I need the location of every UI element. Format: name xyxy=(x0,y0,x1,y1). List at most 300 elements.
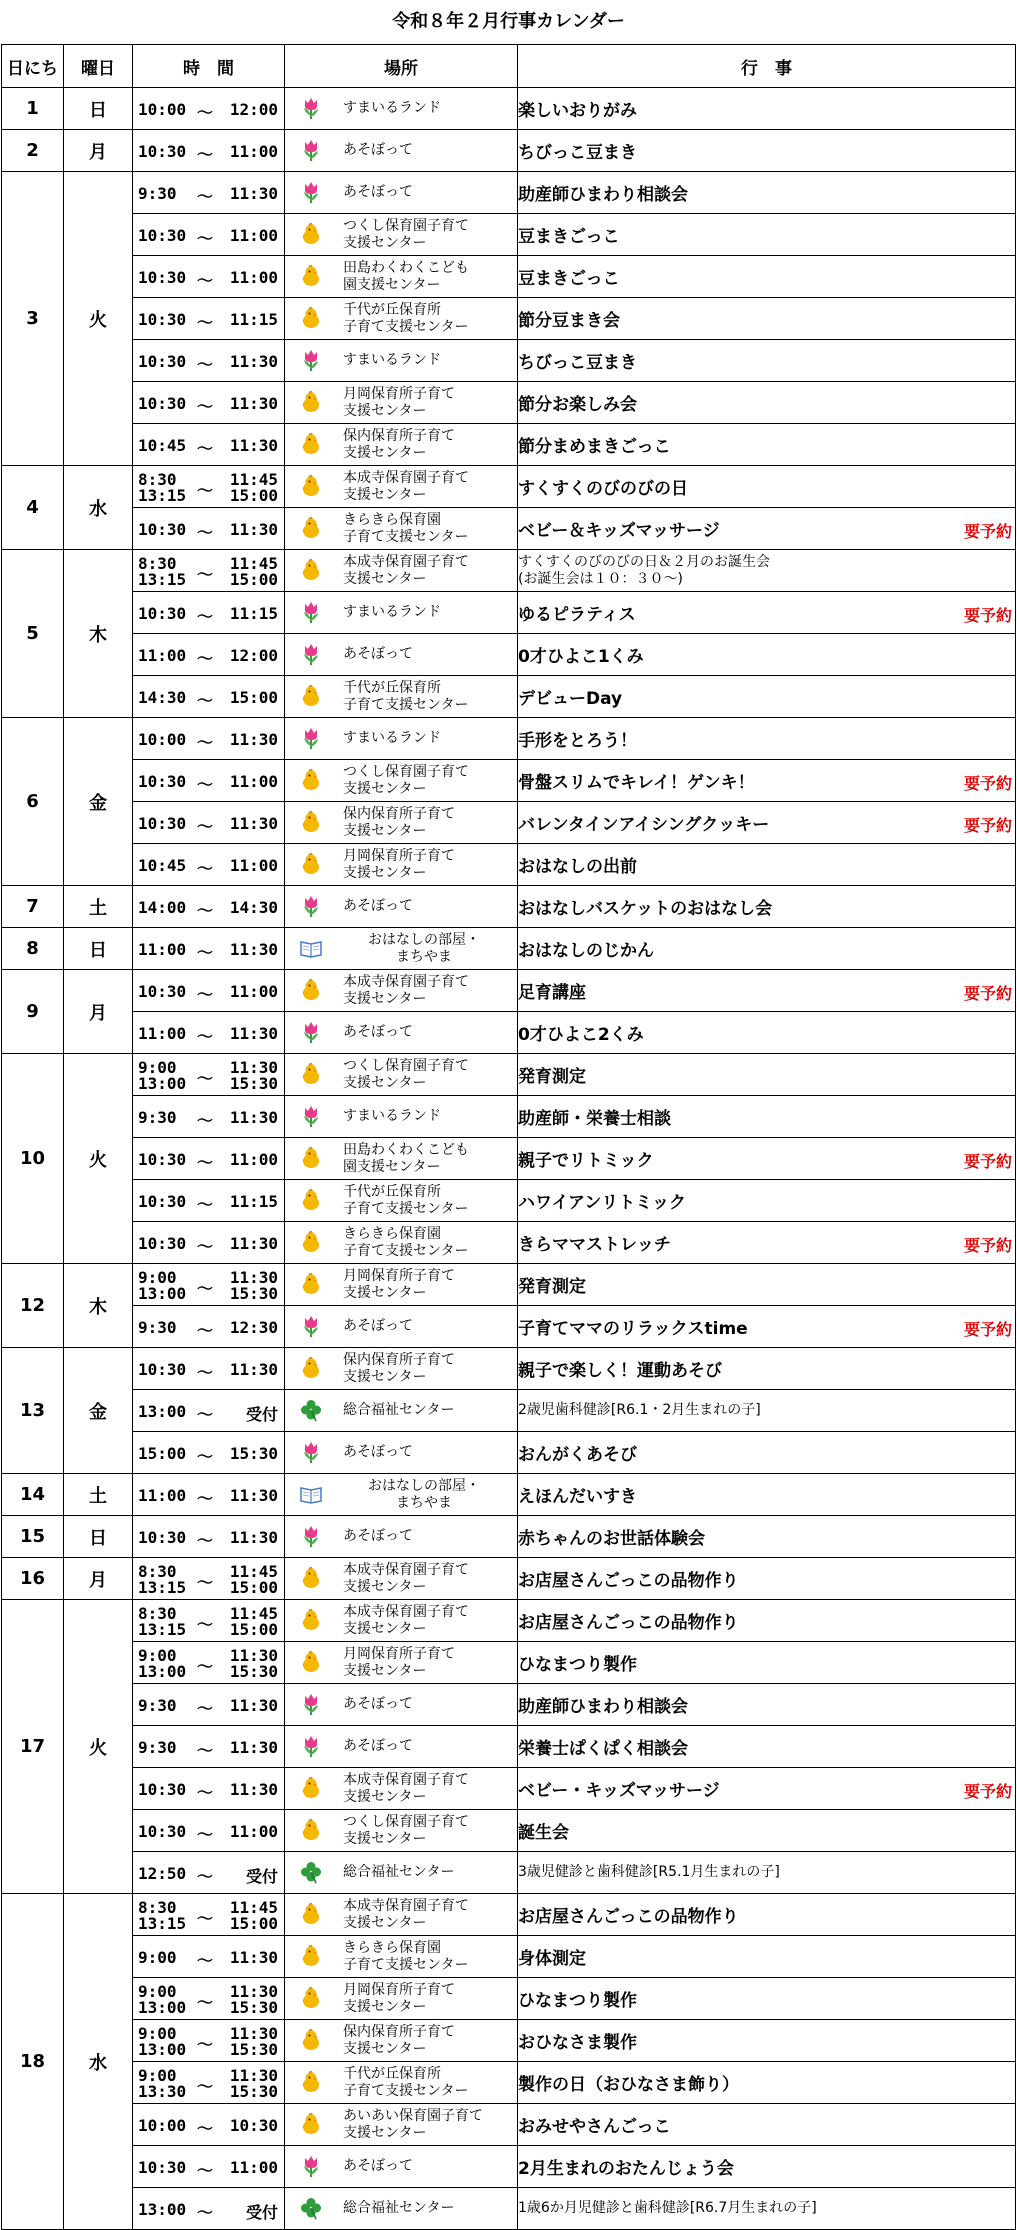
place-cell xyxy=(285,1432,518,1474)
reservation-required-label: 要予約 xyxy=(963,774,1012,793)
chick-icon xyxy=(299,306,323,330)
time-cell xyxy=(133,2104,285,2146)
time-start: 15:00 xyxy=(138,1444,187,1463)
place-name: 保内保育所子育て 支援センター xyxy=(343,805,455,839)
tulip-icon xyxy=(299,1734,323,1758)
time-tilde: ～ xyxy=(197,145,214,164)
weekday-cell: 木 xyxy=(64,550,133,718)
event-cell xyxy=(518,1600,1016,1642)
event-name: ベビー＆キッズマッサージ xyxy=(518,521,720,541)
time-start: 11:00 xyxy=(138,1024,187,1043)
time-end: 10:30 xyxy=(229,2116,278,2135)
time-start: 10:30 xyxy=(138,604,187,623)
event-name: 3歳児健診と歯科健診[R5.1月生まれの子] xyxy=(518,1864,780,1880)
day-cell: 6 xyxy=(2,718,64,886)
time-start: 10:00 xyxy=(138,100,187,119)
time-cell xyxy=(133,1138,285,1180)
time-cell xyxy=(133,802,285,844)
weekday-cell: 日 xyxy=(64,928,133,970)
time-end: 11:30 xyxy=(229,1486,278,1505)
time-start: 14:30 xyxy=(138,688,187,707)
time-tilde: ～ xyxy=(197,1363,214,1382)
place-name: あそぼって xyxy=(343,898,413,914)
tulip-icon xyxy=(299,96,323,120)
time-cell xyxy=(133,1978,285,2020)
time-end: 15:30 xyxy=(229,1444,278,1463)
time-end: 11:45 xyxy=(229,1898,278,1917)
event-name: 誕生会 xyxy=(518,1823,569,1843)
time-tilde: ～ xyxy=(197,565,214,584)
event-row xyxy=(2,1348,1016,1390)
event-row xyxy=(2,886,1016,928)
time-cell xyxy=(133,676,285,718)
event-row xyxy=(2,1684,1016,1726)
event-name: 手形をとろう！ xyxy=(518,731,637,751)
event-name: 赤ちゃんのお世話体験会 xyxy=(518,1529,705,1549)
time-start: 14:00 xyxy=(138,898,187,917)
place-cell xyxy=(285,550,518,592)
place-cell xyxy=(285,172,518,214)
time-tilde: ～ xyxy=(197,1111,214,1130)
weekday-cell: 水 xyxy=(64,1894,133,2230)
tulip-icon xyxy=(299,1020,323,1044)
place-name: すまいるランド xyxy=(343,100,441,116)
tulip-icon xyxy=(299,138,323,162)
weekday-cell: 日 xyxy=(64,88,133,130)
day-cell: 18 xyxy=(2,1894,64,2230)
tulip-icon xyxy=(299,894,323,918)
day-cell: 16 xyxy=(2,1558,64,1600)
time-cell xyxy=(133,1054,285,1096)
time-start: 8:30 xyxy=(138,1562,177,1581)
time-start: 13:00 xyxy=(138,1402,187,1421)
header-place: 場所 xyxy=(285,45,518,88)
place-cell xyxy=(285,1810,518,1852)
time-cell xyxy=(133,1516,285,1558)
time-start-2: 13:00 xyxy=(138,1074,187,1093)
place-name: あそぼって xyxy=(343,646,413,662)
time-end: 12:00 xyxy=(229,646,278,665)
time-tilde: ～ xyxy=(197,943,214,962)
time-tilde: ～ xyxy=(197,1489,214,1508)
event-row xyxy=(2,214,1016,256)
tulip-icon xyxy=(299,1104,323,1128)
time-cell xyxy=(133,1348,285,1390)
day-cell: 3 xyxy=(2,172,64,466)
time-start: 9:00 xyxy=(138,1646,177,1665)
chick-icon xyxy=(299,222,323,246)
time-end-2: 15:30 xyxy=(229,1284,278,1303)
place-name: 月岡保育所子育て 支援センター xyxy=(343,1645,455,1679)
time-tilde: ～ xyxy=(197,1279,214,1298)
time-end: 11:30 xyxy=(229,730,278,749)
time-end: 11:15 xyxy=(229,310,278,329)
tulip-icon xyxy=(299,1524,323,1548)
time-cell xyxy=(133,1390,285,1432)
time-cell xyxy=(133,1852,285,1894)
event-row xyxy=(2,466,1016,508)
time-start-2: 13:15 xyxy=(138,1578,187,1597)
event-name: 1歳6か月児健診と歯科健診[R6.7月生まれの子] xyxy=(518,2200,817,2216)
header-row xyxy=(2,45,1016,88)
place-name: あそぼって xyxy=(343,1024,413,1040)
event-cell xyxy=(518,2104,1016,2146)
event-row xyxy=(2,298,1016,340)
place-cell xyxy=(285,718,518,760)
reservation-required-label: 要予約 xyxy=(963,816,1012,835)
event-cell xyxy=(518,1390,1016,1432)
place-name: あそぼって xyxy=(343,2158,413,2174)
time-tilde: ～ xyxy=(197,229,214,248)
time-start: 9:00 xyxy=(138,1058,177,1077)
chick-icon xyxy=(299,684,323,708)
event-name: 助産師ひまわり相談会 xyxy=(518,1697,688,1717)
day-cell: 5 xyxy=(2,550,64,718)
time-cell xyxy=(133,256,285,298)
place-cell xyxy=(285,508,518,550)
day-cell: 14 xyxy=(2,1474,64,1516)
day-cell: 9 xyxy=(2,970,64,1054)
time-end: 11:00 xyxy=(229,226,278,245)
chick-icon xyxy=(299,768,323,792)
event-name: 助産師ひまわり相談会 xyxy=(518,185,688,205)
event-cell xyxy=(518,676,1016,718)
place-name: すまいるランド xyxy=(343,1108,441,1124)
time-tilde: ～ xyxy=(197,859,214,878)
day-cell: 10 xyxy=(2,1054,64,1264)
time-end: 11:30 xyxy=(229,1360,278,1379)
time-start: 10:30 xyxy=(138,394,187,413)
place-name: 保内保育所子育て 支援センター xyxy=(343,1351,455,1385)
time-end-2: 15:30 xyxy=(229,1998,278,2017)
event-cell xyxy=(518,970,1016,1012)
time-cell xyxy=(133,550,285,592)
place-cell xyxy=(285,1516,518,1558)
chick-icon xyxy=(299,1944,323,1968)
event-row xyxy=(2,1432,1016,1474)
event-name: おみせやさんごっこ xyxy=(518,2117,671,2137)
event-row xyxy=(2,802,1016,844)
event-row xyxy=(2,1978,1016,2020)
time-start-2: 13:15 xyxy=(138,1914,187,1933)
time-tilde: ～ xyxy=(197,1405,214,1424)
time-start: 10:30 xyxy=(138,1192,187,1211)
tulip-icon xyxy=(299,1692,323,1716)
event-name: おはなしバスケットのおはなし会 xyxy=(518,899,773,919)
weekday-cell: 月 xyxy=(64,1558,133,1600)
place-cell xyxy=(285,1306,518,1348)
event-name: 親子でリトミック xyxy=(518,1151,654,1171)
event-cell xyxy=(518,802,1016,844)
time-tilde: ～ xyxy=(197,1951,214,1970)
place-name: 月岡保育所子育て 支援センター xyxy=(343,1267,455,1301)
event-cell xyxy=(518,508,1016,550)
event-row xyxy=(2,1222,1016,1264)
time-end-2: 15:00 xyxy=(229,570,278,589)
event-cell xyxy=(518,382,1016,424)
event-name: デビューDay xyxy=(518,689,623,709)
event-name: バレンタインアイシングクッキー xyxy=(518,815,770,835)
time-end: 11:15 xyxy=(229,1192,278,1211)
weekday-cell: 土 xyxy=(64,886,133,928)
chick-icon xyxy=(299,2070,323,2094)
event-cell xyxy=(518,844,1016,886)
tulip-icon xyxy=(299,642,323,666)
time-start: 10:30 xyxy=(138,310,187,329)
chick-icon xyxy=(299,978,323,1002)
time-cell xyxy=(133,1558,285,1600)
chick-icon xyxy=(299,558,323,582)
place-name: きらきら保育園 子育て支援センター xyxy=(343,1225,469,1259)
time-end: 11:30 xyxy=(229,1696,278,1715)
place-name: すまいるランド xyxy=(343,730,441,746)
time-tilde: ～ xyxy=(197,1699,214,1718)
reservation-required-label: 要予約 xyxy=(963,522,1012,541)
event-row xyxy=(2,760,1016,802)
weekday-cell: 火 xyxy=(64,1054,133,1264)
tulip-icon xyxy=(299,348,323,372)
place-cell xyxy=(285,676,518,718)
chick-icon xyxy=(299,1902,323,1926)
chick-icon xyxy=(299,1146,323,1170)
time-start: 9:00 xyxy=(138,2066,177,2085)
place-cell xyxy=(285,1264,518,1306)
time-end: 11:00 xyxy=(229,982,278,1001)
chick-icon xyxy=(299,264,323,288)
time-start: 8:30 xyxy=(138,1898,177,1917)
event-cell xyxy=(518,1348,1016,1390)
place-cell xyxy=(285,1600,518,1642)
time-start-2: 13:00 xyxy=(138,2040,187,2059)
place-name: 総合福祉センター xyxy=(343,1864,455,1880)
time-end: 12:30 xyxy=(229,1318,278,1337)
event-name: 親子で楽しく！運動あそび xyxy=(518,1361,722,1381)
place-name: つくし保育園子育て 支援センター xyxy=(343,217,469,251)
event-row xyxy=(2,1138,1016,1180)
chick-icon xyxy=(299,1356,323,1380)
time-start: 8:30 xyxy=(138,554,177,573)
clover-icon xyxy=(299,2196,323,2220)
time-end: 12:00 xyxy=(229,100,278,119)
time-cell xyxy=(133,2146,285,2188)
event-name: ちびっこ豆まき xyxy=(518,143,637,163)
weekday-cell: 金 xyxy=(64,1348,133,1474)
event-cell xyxy=(518,634,1016,676)
time-cell xyxy=(133,1306,285,1348)
tulip-icon xyxy=(299,726,323,750)
weekday-cell: 火 xyxy=(64,1600,133,1894)
time-start-2: 13:15 xyxy=(138,486,187,505)
event-cell xyxy=(518,2146,1016,2188)
place-cell xyxy=(285,1180,518,1222)
event-row xyxy=(2,1054,1016,1096)
event-row xyxy=(2,2104,1016,2146)
time-cell xyxy=(133,1012,285,1054)
tulip-icon xyxy=(299,1314,323,1338)
reservation-required-label: 要予約 xyxy=(963,1152,1012,1171)
place-cell xyxy=(285,1852,518,1894)
day-cell: 4 xyxy=(2,466,64,550)
time-cell xyxy=(133,1642,285,1684)
place-cell xyxy=(285,424,518,466)
time-start: 10:30 xyxy=(138,982,187,1001)
time-cell xyxy=(133,298,285,340)
time-end: 11:30 xyxy=(229,940,278,959)
place-name: 千代が丘保育所 子育て支援センター xyxy=(343,1183,469,1217)
time-end: 11:30 xyxy=(229,1646,278,1665)
place-cell xyxy=(285,1348,518,1390)
time-start: 11:00 xyxy=(138,1486,187,1505)
time-start: 10:30 xyxy=(138,1150,187,1169)
event-cell xyxy=(518,592,1016,634)
time-tilde: ～ xyxy=(197,733,214,752)
event-cell xyxy=(518,1138,1016,1180)
event-cell xyxy=(518,214,1016,256)
time-cell xyxy=(133,340,285,382)
time-start: 10:30 xyxy=(138,772,187,791)
event-name: えほんだいすき xyxy=(518,1487,637,1507)
chick-icon xyxy=(299,474,323,498)
time-start: 10:30 xyxy=(138,814,187,833)
event-row xyxy=(2,1096,1016,1138)
event-cell xyxy=(518,718,1016,760)
header-time: 時 間 xyxy=(133,45,285,88)
place-name: すまいるランド xyxy=(343,352,441,368)
time-cell xyxy=(133,634,285,676)
time-tilde: ～ xyxy=(197,103,214,122)
time-tilde: ～ xyxy=(197,1993,214,2012)
time-start-2: 13:30 xyxy=(138,2082,187,2101)
time-cell xyxy=(133,886,285,928)
book-icon xyxy=(299,936,323,960)
event-cell xyxy=(518,1852,1016,1894)
event-name: 節分お楽しみ会 xyxy=(518,395,637,415)
tulip-icon xyxy=(299,2154,323,2178)
event-cell xyxy=(518,2062,1016,2104)
time-cell xyxy=(133,1264,285,1306)
time-tilde: ～ xyxy=(197,2035,214,2054)
time-start: 11:00 xyxy=(138,940,187,959)
time-tilde: ～ xyxy=(197,1573,214,1592)
time-tilde: ～ xyxy=(197,1237,214,1256)
time-tilde: ～ xyxy=(197,607,214,626)
time-start: 10:30 xyxy=(138,1234,187,1253)
weekday-cell: 月 xyxy=(64,970,133,1054)
time-tilde: ～ xyxy=(197,1447,214,1466)
time-start-2: 13:00 xyxy=(138,1284,187,1303)
chick-icon xyxy=(299,432,323,456)
time-end: 11:30 xyxy=(229,814,278,833)
place-name: 本成寺保育園子育て 支援センター xyxy=(343,553,469,587)
time-end: 11:30 xyxy=(229,1058,278,1077)
event-cell xyxy=(518,172,1016,214)
event-cell xyxy=(518,298,1016,340)
event-name: 製作の日（おひなさま飾り） xyxy=(518,2075,739,2095)
place-name: 月岡保育所子育て 支援センター xyxy=(343,847,455,881)
time-end: 11:00 xyxy=(229,268,278,287)
time-start: 9:30 xyxy=(138,184,177,203)
place-cell xyxy=(285,1096,518,1138)
event-cell xyxy=(518,1054,1016,1096)
time-tilde: ～ xyxy=(197,355,214,374)
event-name: 2月生まれのおたんじょう会 xyxy=(518,2159,734,2179)
time-end: 11:45 xyxy=(229,470,278,489)
time-cell xyxy=(133,844,285,886)
place-cell xyxy=(285,1222,518,1264)
reservation-required-label: 要予約 xyxy=(963,984,1012,1003)
page-title: 令和８年２月行事カレンダー xyxy=(392,11,625,32)
time-tilde: ～ xyxy=(197,649,214,668)
event-cell xyxy=(518,760,1016,802)
time-cell xyxy=(133,172,285,214)
time-end: 11:30 xyxy=(229,2066,278,2085)
event-name: ベビー・キッズマッサージ xyxy=(518,1781,720,1801)
time-start: 10:30 xyxy=(138,352,187,371)
time-end: 受付 xyxy=(245,2203,278,2222)
event-name: ひなまつり製作 xyxy=(518,1655,637,1675)
event-row xyxy=(2,88,1016,130)
event-cell xyxy=(518,1894,1016,1936)
event-name: 身体測定 xyxy=(518,1949,586,1969)
time-tilde: ～ xyxy=(197,1657,214,1676)
event-name: 節分豆まき会 xyxy=(518,311,620,331)
chick-icon xyxy=(299,810,323,834)
event-cell xyxy=(518,1012,1016,1054)
event-cell xyxy=(518,1222,1016,1264)
event-cell xyxy=(518,130,1016,172)
event-cell xyxy=(518,340,1016,382)
chick-icon xyxy=(299,1776,323,1800)
event-name: 節分まめまきごっこ xyxy=(518,437,671,457)
place-name: つくし保育園子育て 支援センター xyxy=(343,763,469,797)
event-cell xyxy=(518,886,1016,928)
event-row xyxy=(2,1810,1016,1852)
clover-icon xyxy=(299,1398,323,1422)
day-cell: 17 xyxy=(2,1600,64,1894)
place-name: 千代が丘保育所 子育て支援センター xyxy=(343,301,469,335)
place-cell xyxy=(285,802,518,844)
tulip-icon xyxy=(299,180,323,204)
time-end: 11:30 xyxy=(229,352,278,371)
place-cell xyxy=(285,1894,518,1936)
time-end-2: 15:30 xyxy=(229,1662,278,1681)
event-row xyxy=(2,1264,1016,1306)
place-name: 保内保育所子育て 支援センター xyxy=(343,427,455,461)
event-cell xyxy=(518,88,1016,130)
place-cell xyxy=(285,1390,518,1432)
time-end: 11:30 xyxy=(229,1234,278,1253)
time-cell xyxy=(133,1810,285,1852)
header-event: 行 事 xyxy=(518,45,1016,88)
place-cell xyxy=(285,1012,518,1054)
event-cell xyxy=(518,550,1016,592)
time-tilde: ～ xyxy=(197,1531,214,1550)
place-name: きらきら保育園 子育て支援センター xyxy=(343,511,469,545)
event-row xyxy=(2,1558,1016,1600)
event-name: ゆるピラティス xyxy=(518,605,636,625)
time-start: 10:30 xyxy=(138,2158,187,2177)
place-name: つくし保育園子育て 支援センター xyxy=(343,1813,469,1847)
event-name: おんがくあそび xyxy=(518,1445,637,1465)
event-calendar-table xyxy=(1,44,1016,2230)
time-start: 10:30 xyxy=(138,1528,187,1547)
time-cell xyxy=(133,1222,285,1264)
place-cell xyxy=(285,1684,518,1726)
event-row xyxy=(2,2020,1016,2062)
event-name: お店屋さんごっこの品物作り xyxy=(518,1907,739,1927)
place-name: 総合福祉センター xyxy=(343,2200,455,2216)
time-cell xyxy=(133,2062,285,2104)
